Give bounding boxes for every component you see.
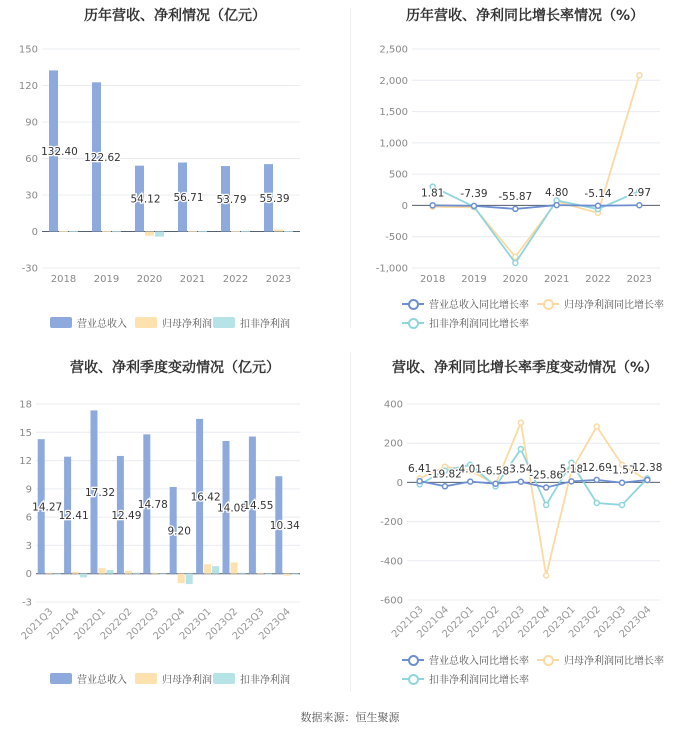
bar-deducted-profit — [107, 570, 114, 574]
point-net-profit-growth — [513, 254, 518, 259]
bar-net-profit — [102, 231, 111, 232]
data-label: 56.71 — [173, 192, 204, 205]
point-revenue-growth — [596, 203, 601, 208]
chart-legend — [350, 652, 700, 692]
x-tick-label: 2023Q3 — [592, 604, 629, 641]
legend-item-revenue-growth[interactable] — [402, 296, 529, 311]
annual-growth-rate-panel — [350, 0, 700, 340]
bar-deducted-profit — [54, 574, 61, 575]
point-deducted-profit-growth — [513, 260, 518, 265]
legend-label: 归母净利润同比增长率 — [564, 656, 664, 667]
bar-deducted-profit — [69, 231, 78, 232]
point-revenue-growth — [442, 484, 447, 489]
y-tick-label: 400 — [383, 399, 403, 411]
point-revenue-growth — [645, 477, 650, 482]
legend-label: 营业总收入 — [77, 319, 127, 330]
bar-deducted-profit — [133, 573, 140, 574]
y-tick-label: 2,500 — [379, 44, 408, 56]
point-revenue-growth — [594, 477, 599, 482]
y-tick-label: 200 — [383, 438, 403, 450]
bar-deducted-profit — [112, 231, 121, 232]
x-tick-label: 2023Q1 — [541, 604, 578, 641]
bar-deducted-profit — [239, 573, 246, 574]
bar-net-profit — [145, 232, 154, 236]
chart-title: 营收、净利季度变动情况（亿元） — [70, 360, 280, 376]
data-label: -7.39 — [460, 187, 488, 200]
data-label: 5.18 — [559, 463, 584, 476]
data-label: 10.34 — [269, 519, 300, 532]
y-tick-label: 30 — [25, 190, 38, 202]
y-tick-label: 1,500 — [379, 107, 408, 119]
legend-item-revenue-growth[interactable] — [402, 652, 529, 667]
x-tick-label: 2022Q3 — [491, 604, 527, 641]
y-tick-label: 150 — [18, 44, 38, 56]
x-tick-label: 2021 — [543, 274, 570, 285]
x-tick-label: 2022 — [585, 274, 611, 285]
x-tick-label: 2023Q4 — [617, 604, 654, 641]
y-tick-label: 120 — [18, 81, 38, 92]
chart-title: 历年营收、净利情况（亿元） — [84, 8, 266, 24]
point-deducted-profit-growth — [544, 502, 549, 507]
y-tick-label: 0 — [396, 477, 403, 489]
legend-item-deducted-profit[interactable] — [213, 315, 290, 330]
x-tick-label: 2023Q3 — [230, 606, 267, 643]
point-net-profit-growth — [518, 420, 523, 425]
y-tick-label: -1,000 — [375, 263, 408, 275]
y-tick-label: 2,000 — [379, 75, 408, 87]
legend-item-deducted-profit-growth[interactable] — [402, 315, 529, 330]
bar-net-profit — [283, 574, 290, 576]
y-tick-label: -400 — [380, 556, 403, 568]
legend-label: 扣非净利润 — [240, 319, 290, 330]
chart-legend — [350, 296, 700, 336]
x-tick-label: 2021Q4 — [415, 604, 452, 641]
legend-label: 扣非净利润同比增长率 — [429, 675, 529, 686]
y-tick-label: 9 — [25, 484, 32, 496]
legend-item-revenue[interactable] — [50, 315, 127, 330]
data-label: 1.81 — [420, 187, 445, 200]
line-net-profit-growth — [433, 75, 640, 256]
data-label: 14.08 — [216, 502, 248, 515]
legend-swatch — [50, 317, 72, 328]
x-tick-label: 2021Q4 — [45, 606, 82, 643]
legend-swatch — [402, 298, 424, 310]
annual-revenue-profit-panel — [0, 0, 350, 340]
x-tick-label: 2020 — [502, 274, 529, 285]
y-tick-label: 60 — [25, 154, 38, 165]
bar-deducted-profit — [212, 566, 219, 574]
data-source-footer: 数据来源：恒生聚源 — [300, 711, 400, 724]
chart-legend — [0, 315, 350, 335]
data-label: 2.97 — [627, 187, 652, 200]
bar-net-profit — [72, 572, 79, 574]
bar-deducted-profit — [80, 574, 87, 578]
point-net-profit-growth — [594, 424, 599, 429]
point-deducted-profit-growth — [518, 447, 523, 452]
point-revenue-growth — [472, 203, 477, 208]
x-tick-label: 2022Q1 — [440, 604, 477, 641]
bar-deducted-profit — [284, 231, 293, 232]
x-tick-label: 2021 — [179, 274, 206, 285]
legend-swatch — [402, 654, 424, 666]
y-tick-label: 0 — [401, 200, 408, 212]
y-tick-label: 1,000 — [379, 138, 408, 150]
data-label: -25.86 — [529, 469, 564, 482]
x-tick-label: 2022 — [222, 274, 249, 285]
point-revenue-growth — [544, 485, 549, 490]
x-tick-label: 2023Q4 — [257, 606, 293, 643]
x-tick-label: 2022Q3 — [125, 606, 161, 643]
x-tick-label: 2019 — [461, 274, 487, 285]
x-tick-label: 2022Q4 — [151, 606, 188, 643]
x-tick-label: 2021Q3 — [389, 604, 426, 641]
x-tick-label: 2018 — [50, 274, 77, 285]
legend-swatch — [537, 298, 559, 310]
data-label: 14.55 — [243, 500, 274, 513]
legend-item-net-profit-growth[interactable] — [537, 652, 664, 667]
y-tick-label: 90 — [25, 117, 38, 129]
data-label: 9.20 — [167, 525, 191, 538]
bar-net-profit — [274, 230, 283, 232]
y-tick-label: -600 — [380, 595, 403, 607]
point-revenue-growth — [430, 203, 435, 208]
legend-swatch — [135, 317, 157, 328]
point-net-profit-growth — [637, 73, 642, 78]
point-revenue-growth — [554, 203, 559, 208]
legend-swatch — [50, 673, 72, 684]
data-label: 14.78 — [137, 499, 168, 512]
legend-item-deducted-profit-growth[interactable] — [402, 671, 529, 686]
y-tick-label: 3 — [25, 540, 32, 552]
bar-net-profit — [257, 573, 264, 574]
y-tick-label: -30 — [21, 263, 38, 275]
point-revenue-growth — [518, 479, 523, 484]
data-label: -5.14 — [584, 187, 612, 200]
data-label: 6.41 — [407, 463, 432, 476]
data-label: 122.62 — [84, 151, 121, 164]
bar-net-profit — [231, 562, 238, 573]
y-tick-label: 500 — [388, 169, 408, 181]
y-tick-label: 0 — [25, 569, 32, 581]
legend-item-revenue[interactable] — [50, 671, 127, 686]
x-tick-label: 2019 — [93, 274, 120, 285]
legend-swatch — [402, 673, 424, 685]
y-tick-label: 0 — [31, 227, 38, 238]
x-tick-label: 2022Q2 — [98, 606, 135, 643]
data-label: 132.40 — [41, 145, 78, 158]
bar-net-profit — [204, 564, 211, 573]
quarterly-growth-rate-panel — [350, 350, 700, 695]
data-label: -19.82 — [428, 468, 462, 481]
legend-label: 扣非净利润同比增长率 — [429, 319, 529, 330]
bar-deducted-profit — [198, 231, 207, 232]
data-label: 12.49 — [111, 509, 142, 522]
point-revenue-growth — [468, 479, 473, 484]
data-label: 53.79 — [216, 193, 247, 206]
data-label: 4.80 — [544, 187, 569, 200]
legend-item-net-profit-growth[interactable] — [537, 296, 664, 311]
legend-label: 归母净利润 — [162, 319, 212, 330]
bar-net-profit — [231, 231, 240, 232]
bar-net-profit — [99, 568, 106, 574]
legend-swatch — [402, 317, 424, 329]
x-tick-label: 2022Q2 — [465, 604, 502, 641]
data-label: 17.32 — [84, 487, 116, 500]
legend-label: 扣非净利润 — [240, 675, 290, 686]
data-label: -55.87 — [498, 190, 533, 203]
data-label: 12.38 — [632, 461, 663, 474]
point-net-profit-growth — [544, 573, 549, 578]
point-revenue-growth — [513, 206, 518, 211]
point-revenue-growth — [569, 479, 574, 484]
y-tick-label: -200 — [380, 517, 403, 529]
x-tick-label: 2022Q4 — [516, 604, 553, 641]
bar-deducted-profit — [291, 574, 298, 575]
chart-legend — [0, 671, 350, 691]
legend-item-deducted-profit[interactable] — [213, 671, 290, 686]
x-tick-label: 2023 — [265, 274, 292, 285]
quarterly-growth-rate-chart — [350, 350, 700, 650]
point-deducted-profit-growth — [594, 500, 599, 505]
data-label: 14.27 — [32, 501, 63, 514]
bar-net-profit — [178, 574, 185, 583]
legend-label: 营业总收入同比增长率 — [429, 300, 529, 311]
y-tick-label: 18 — [19, 399, 32, 411]
line-net-profit-growth — [420, 423, 648, 576]
y-tick-label: 15 — [19, 427, 32, 439]
x-tick-label: 2023 — [626, 274, 653, 285]
x-tick-label: 2020 — [136, 274, 163, 285]
bar-deducted-profit — [186, 574, 193, 584]
bar-net-profit — [188, 231, 197, 232]
data-label: -6.58 — [481, 465, 510, 478]
bar-net-profit — [125, 571, 132, 574]
y-tick-label: -500 — [385, 232, 408, 244]
data-label: 12.41 — [58, 510, 89, 523]
bar-net-profit — [59, 231, 68, 232]
data-label: 16.42 — [190, 491, 221, 504]
legend-swatch — [213, 673, 235, 684]
legend-label: 归母净利润同比增长率 — [564, 300, 664, 311]
chart-title: 历年营收、净利同比增长率情况（%） — [405, 8, 645, 24]
bar-deducted-profit — [159, 574, 166, 575]
bar-net-profit — [46, 573, 53, 574]
quarterly-revenue-profit-chart — [0, 350, 350, 660]
data-label: 3.54 — [509, 463, 533, 476]
legend-label: 归母净利润 — [162, 675, 212, 686]
x-tick-label: 2022Q1 — [72, 606, 109, 643]
bar-deducted-profit — [265, 574, 272, 575]
legend-label: 营业总收入 — [77, 675, 127, 686]
y-tick-label: -3 — [22, 597, 32, 609]
point-revenue-growth — [637, 203, 642, 208]
legend-label: 营业总收入同比增长率 — [429, 656, 529, 667]
point-deducted-profit-growth — [620, 502, 625, 507]
x-tick-label: 2023Q1 — [177, 606, 214, 643]
x-tick-label: 2023Q2 — [567, 604, 603, 641]
data-label: 4.01 — [458, 463, 482, 476]
annual-revenue-profit-chart — [0, 0, 350, 300]
data-label: -1.57 — [608, 464, 636, 477]
x-tick-label: 2023Q2 — [204, 606, 241, 643]
data-label: 12.69 — [581, 461, 612, 474]
y-tick-label: 6 — [25, 512, 32, 524]
quarterly-revenue-profit-panel — [0, 350, 350, 695]
x-tick-label: 2018 — [419, 274, 446, 285]
annual-growth-rate-chart — [350, 0, 700, 300]
bar-deducted-profit — [155, 232, 164, 237]
legend-item-net-profit[interactable] — [135, 671, 212, 686]
point-revenue-growth — [493, 481, 498, 486]
y-tick-label: 12 — [19, 456, 32, 468]
legend-swatch — [537, 654, 559, 666]
point-revenue-growth — [417, 479, 422, 484]
x-tick-label: 2021Q3 — [19, 606, 56, 643]
data-label: 54.12 — [130, 193, 161, 206]
legend-swatch — [135, 673, 157, 684]
chart-title: 营收、净利同比增长率季度变动情况（%） — [391, 360, 659, 376]
data-label: 55.39 — [259, 192, 290, 205]
point-revenue-growth — [620, 480, 625, 485]
bar-deducted-profit — [241, 231, 250, 232]
legend-swatch — [213, 317, 235, 328]
legend-item-net-profit[interactable] — [135, 315, 212, 330]
bar-net-profit — [151, 573, 158, 574]
